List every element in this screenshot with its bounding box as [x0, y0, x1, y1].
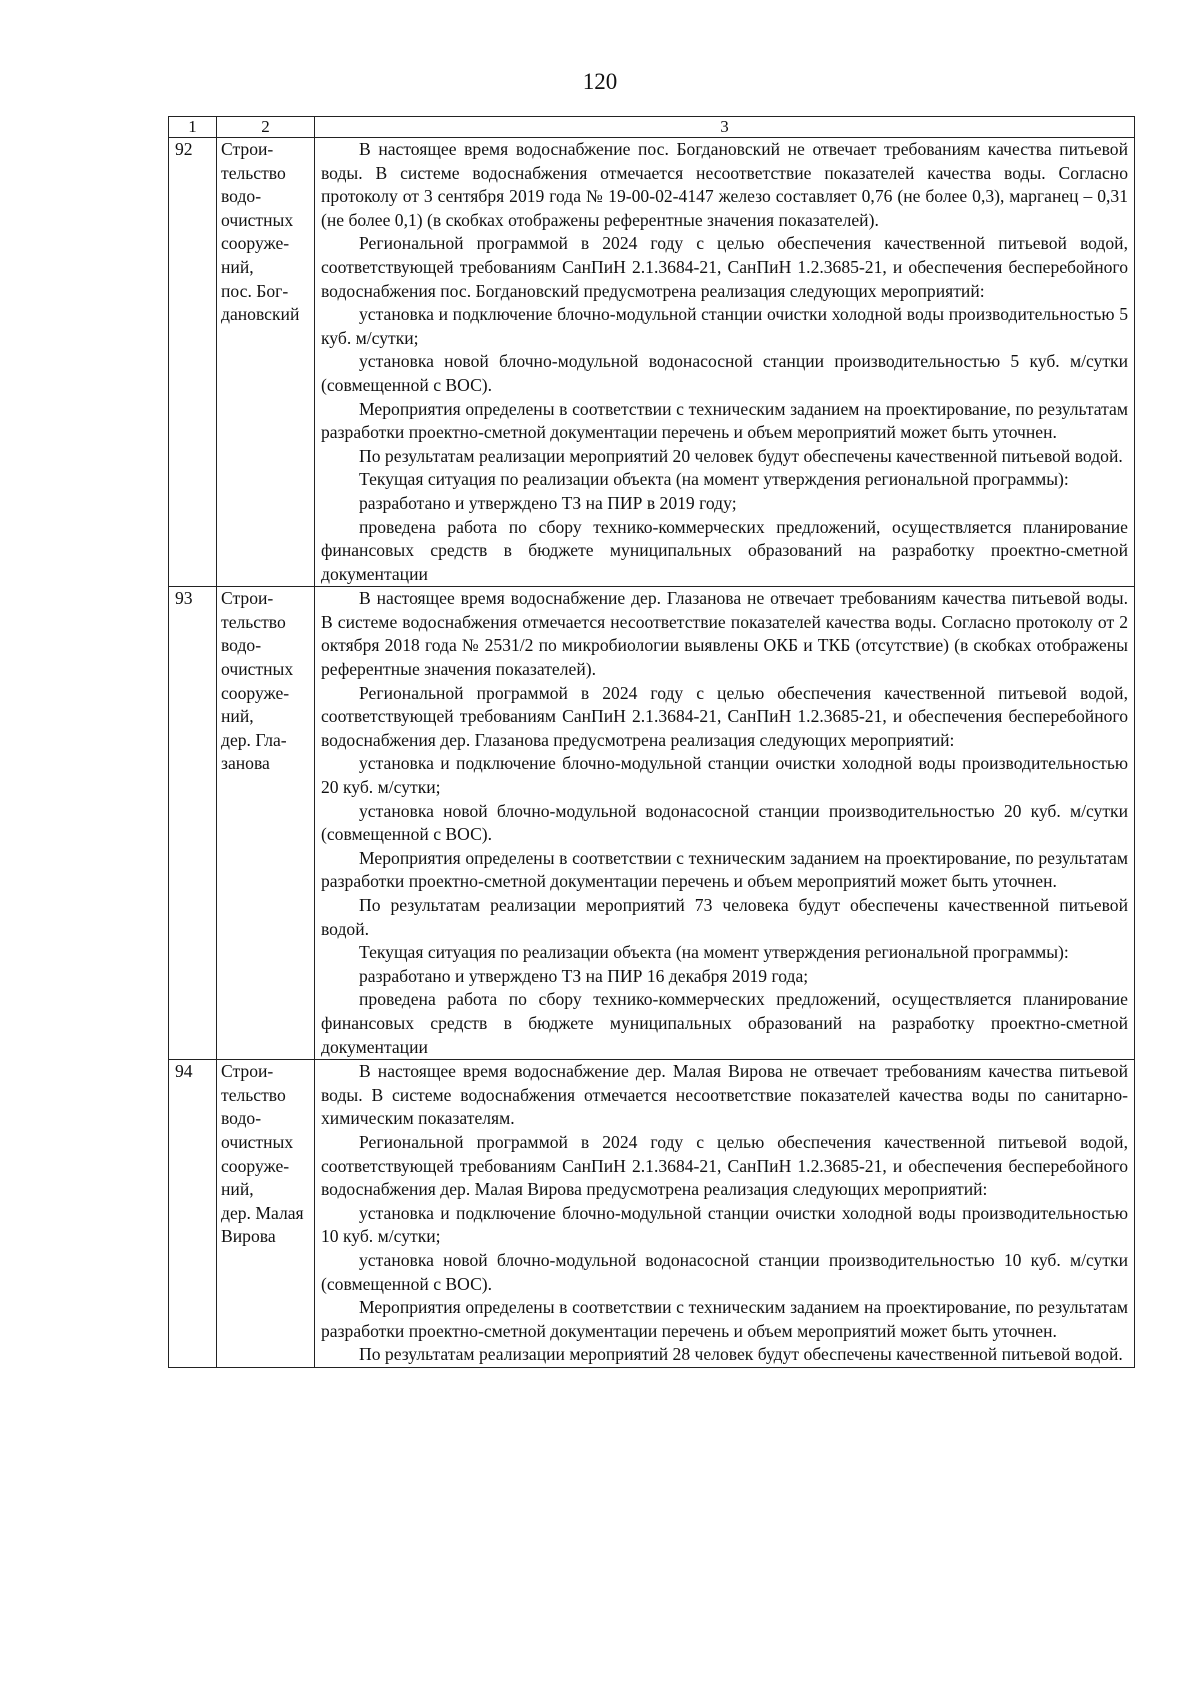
object-name: Строи- тельство водо- очистных сооруже- ний, пос. Бог- дановский [221, 139, 300, 325]
description-paragraph: По результатам реализации мероприятий 73 человека будут обеспечены качественной питьевой водой. [321, 895, 1128, 939]
description-paragraph: Региональной программой в 2024 году с целью обеспечения качественной питьевой водой, соответствующей требованиям СанПиН 2.1.3684-21, СанПиН 1.2.3685-21, и обеспечения бесперебойного водоснабжения пос. Богдановский предусмотрена реализация следующих мероприятий: [321, 233, 1128, 301]
description-cell [315, 1060, 1135, 1368]
program-table [168, 116, 1135, 1368]
description-cell [315, 587, 1135, 1060]
description-paragraph: Региональной программой в 2024 году с целью обеспечения качественной питьевой водой, соответствующей требованиям СанПиН 2.1.3684-21, СанПиН 1.2.3685-21, и обеспечения бесперебойного водоснабжения дер. Глазанова предусмотрена реализация следующих мероприятий: [321, 682, 1128, 750]
description-paragraph: Мероприятия определены в соответствии с техническим заданием на проектирование, по результатам разработки проектно-сметной документации перечень и объем мероприятий может быть уточнен. [321, 1297, 1128, 1341]
column-header-number: 1 [169, 117, 217, 138]
description-paragraph: Мероприятия определены в соответствии с техническим заданием на проектирование, по результатам разработки проектно-сметной документации перечень и объем мероприятий может быть уточнен. [321, 847, 1128, 892]
table-row [169, 587, 1135, 1060]
column-header-description: 3 [315, 117, 1135, 138]
description-cell [315, 138, 1135, 587]
description-paragraph: Текущая ситуация по реализации объекта (на момент утверждения региональной программы): [359, 469, 1069, 490]
table-row [169, 138, 1135, 587]
object-name-cell [217, 138, 315, 587]
row-number: 93 [169, 587, 217, 1060]
page-number: 120 [582, 69, 618, 94]
description-paragraph: установка и подключение блочно-модульной станции очистки холодной воды производительностью 5 куб. м/сутки; [321, 304, 1128, 348]
description-paragraph: Текущая ситуация по реализации объекта (на момент утверждения региональной программы): [359, 942, 1069, 963]
description-paragraph: проведена работа по сбору технико-коммерческих предложений, осуществляется планирование финансовых средств в бюджете муниципальных образований на разработку проектно-сметной документации [321, 989, 1128, 1057]
description-paragraph: В настоящее время водоснабжение пос. Богдановский не отвечает требованиям качества питьевой воды. В системе водоснабжения отмечается несоответствие показателей качества воды. Согласно протоколу от 3 сентября 2019 года № 19-00-02-4147 железо составляет 0,76 (не более 0,3), марганец – 0,31 (не более 0,1) (в скобках отображены референтные значения показателей). [321, 139, 1128, 230]
description-paragraph: установка и подключение блочно-модульной станции очистки холодной воды производительностью 20 куб. м/сутки; [321, 753, 1128, 798]
description-paragraph: проведена работа по сбору технико-коммерческих предложений, осуществляется планирование финансовых средств в бюджете муниципальных образований на разработку проектно-сметной документации [321, 516, 1128, 584]
column-header-name: 2 [217, 117, 315, 138]
table-row [169, 1060, 1135, 1368]
description-paragraph: По результатам реализации мероприятий 20 человек будут обеспечены качественной питьевой водой. [359, 445, 1123, 466]
description-paragraph: В настоящее время водоснабжение дер. Глазанова не отвечает требованиям качества питьевой воды. В системе водоснабжения отмечается несоответствие показателей качества воды. Согласно протоколу от 2 октября 2018 года № 2531/2 по микробиологии выявлены ОКБ и ТКБ (отсутствие) (в скобках отображены референтные значения показателей). [321, 588, 1128, 680]
description-paragraph: разработано и утверждено ТЗ на ПИР 16 декабря 2019 года; [359, 965, 809, 986]
description-paragraph: По результатам реализации мероприятий 28 человек будут обеспечены качественной питьевой водой. [359, 1344, 1123, 1365]
table-header-row [169, 117, 1135, 138]
row-number: 92 [169, 138, 217, 587]
description-paragraph: установка новой блочно-модульной водонасосной станции производительностью 10 куб. м/сутки (совмещенной с ВОС). [321, 1249, 1128, 1294]
object-name-cell [217, 1060, 315, 1368]
description-paragraph: разработано и утверждено ТЗ на ПИР в 2019 году; [359, 492, 737, 513]
description-paragraph: установка новой блочно-модульной водонасосной станции производительностью 20 куб. м/сутки (совмещенной с ВОС). [321, 800, 1128, 845]
object-name: Строи- тельство водо- очистных сооруже- ний, дер. Малая Вирова [221, 1061, 304, 1247]
description-paragraph: Региональной программой в 2024 году с целью обеспечения качественной питьевой водой, соответствующей требованиям СанПиН 2.1.3684-21, СанПиН 1.2.3685-21, и обеспечения бесперебойного водоснабжения дер. Малая Вирова предусмотрена реализация следующих мероприятий: [321, 1131, 1128, 1200]
row-number: 94 [169, 1060, 217, 1368]
object-name: Строи- тельство водо- очистных сооруже- ний, дер. Гла- занова [221, 588, 294, 774]
description-paragraph: В настоящее время водоснабжение дер. Малая Вирова не отвечает требованиям качества питьевой воды. В системе водоснабжения отмечается несоответствие показателей качества воды по санитарно-химическим показателям. [321, 1061, 1128, 1129]
description-paragraph: установка и подключение блочно-модульной станции очистки холодной воды производительностью 10 куб. м/сутки; [321, 1202, 1128, 1247]
description-paragraph: Мероприятия определены в соответствии с техническим заданием на проектирование, по результатам разработки проектно-сметной документации перечень и объем мероприятий может быть уточнен. [321, 398, 1128, 443]
object-name-cell [217, 587, 315, 1060]
description-paragraph: установка новой блочно-модульной водонасосной станции производительностью 5 куб. м/сутки (совмещенной с ВОС). [321, 351, 1128, 395]
